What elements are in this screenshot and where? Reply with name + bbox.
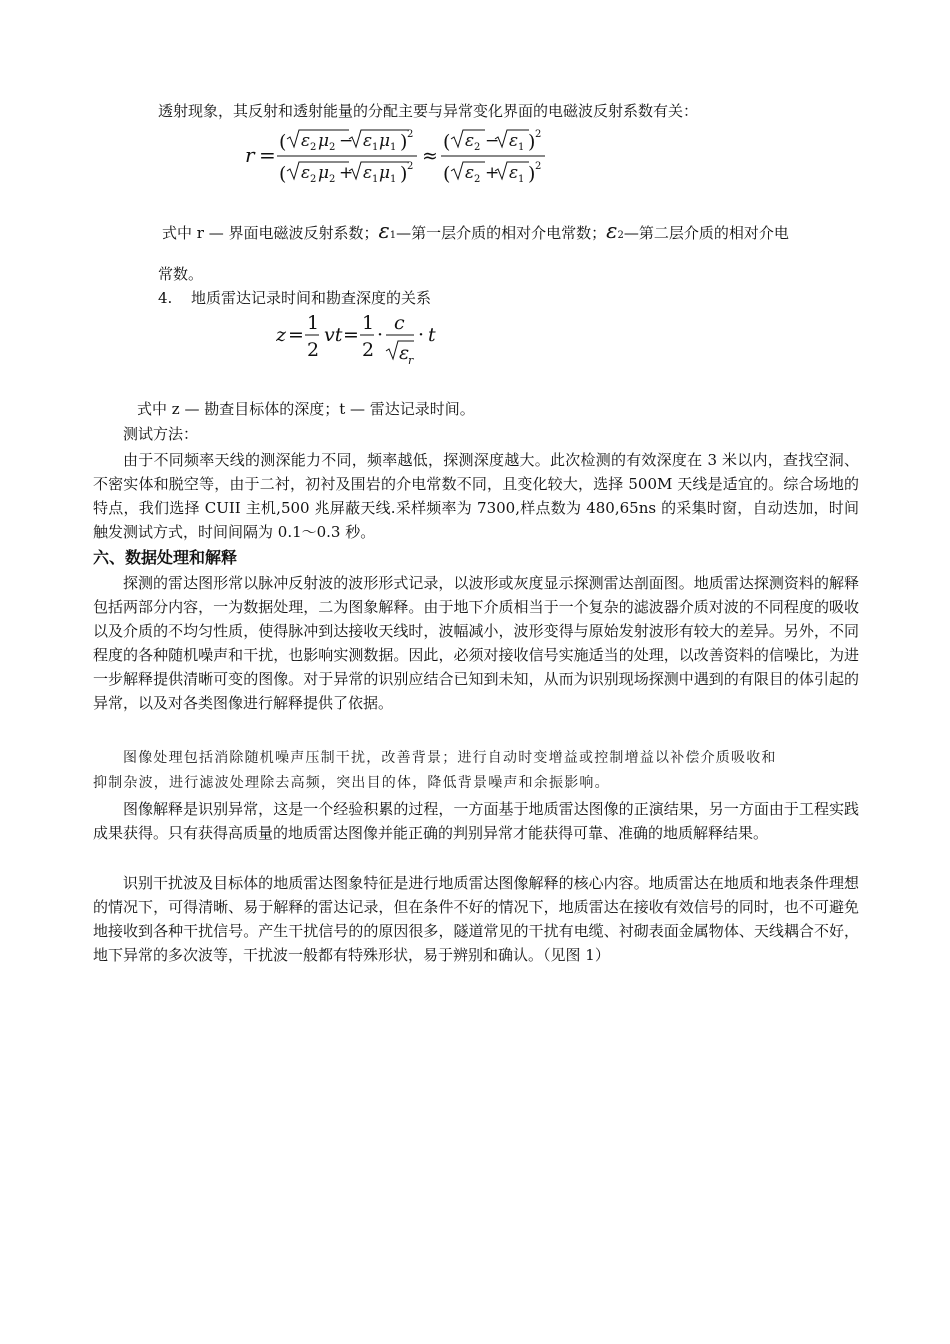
svg-text:ε: ε bbox=[363, 163, 373, 183]
svg-text:1: 1 bbox=[390, 174, 397, 185]
svg-text:(: ( bbox=[279, 131, 287, 153]
svg-text:(: ( bbox=[443, 131, 451, 153]
svg-text:ε: ε bbox=[301, 131, 311, 151]
svg-text:μ: μ bbox=[318, 163, 330, 183]
svg-text:2: 2 bbox=[310, 174, 317, 185]
svg-text:2: 2 bbox=[474, 142, 481, 153]
svg-text:2: 2 bbox=[535, 129, 542, 140]
svg-text:): ) bbox=[400, 131, 408, 153]
intro-text: 透射现象，其反射和透射能量的分配主要与异常变化界面的电磁波反射系数有关： bbox=[158, 102, 699, 120]
svg-text:1: 1 bbox=[372, 142, 379, 153]
list-item-4 bbox=[158, 286, 431, 310]
paragraph-image-interpretation: 图像解释是识别异常，这是一个经验积累的过程，一方面基于地质雷达图像的正演结果，另一方面由于工程实践成果获得。只有获得高质量的地质雷达图像并能正确的判别异常才能获得可靠、准确的地质解释结果。 bbox=[93, 800, 859, 842]
svg-text:−: − bbox=[339, 131, 354, 151]
svg-text:+: + bbox=[485, 163, 500, 183]
paragraph-image-processing-line1: 图像处理包括消除随机噪声压制干扰，改善背景；进行自动时变增益或控制增益以补偿介质吸收和 bbox=[123, 750, 777, 766]
svg-text:−: − bbox=[485, 131, 500, 151]
svg-text:2: 2 bbox=[407, 161, 414, 172]
svg-text:ε: ε bbox=[363, 131, 373, 151]
method-paragraph: 由于不同频率天线的测深能力不同，频率越低，探测深度越大。此次检测的有效深度在 3 米以内，查找空洞、不密实体和脱空等，由于二衬，初衬及围岩的介电常数不同，且变化较大，选择 500M 天线是适宜的。综合场地的特点，我们选择 CUII 主机,500 兆屏蔽天线.采样频率为 7300,样点数为 480,65ns 的采集时窗，自动迭加，时间触发测试方式，时间间隔为 0.1～0.3 秒。 bbox=[93, 451, 859, 541]
formula-r-explanation-cont: 常数。 bbox=[158, 265, 204, 283]
svg-text:2: 2 bbox=[329, 142, 336, 153]
paragraph-image-processing-line2: 抑制杂波，进行滤波处理除去高频，突出目的体，降低背景噪声和余振影响。 bbox=[93, 775, 610, 791]
list-item-number: 4. bbox=[158, 289, 173, 307]
svg-text:1: 1 bbox=[307, 312, 320, 334]
section-6-heading: 六、数据处理和解释 bbox=[93, 548, 238, 567]
svg-text:1: 1 bbox=[372, 174, 379, 185]
svg-text:c: c bbox=[394, 312, 405, 334]
svg-text:1: 1 bbox=[362, 312, 375, 334]
svg-text:μ: μ bbox=[379, 131, 391, 151]
svg-text:vt: vt bbox=[324, 324, 343, 346]
svg-text:2: 2 bbox=[474, 174, 481, 185]
reflection-coefficient-formula bbox=[245, 124, 565, 190]
method-label: 测试方法： bbox=[123, 425, 199, 443]
svg-text:ε: ε bbox=[509, 163, 519, 183]
svg-text:z: z bbox=[276, 324, 287, 346]
svg-text:2: 2 bbox=[407, 129, 414, 140]
svg-text:t: t bbox=[428, 324, 436, 346]
svg-text:ε: ε bbox=[465, 131, 475, 151]
svg-text:r: r bbox=[245, 143, 255, 167]
svg-text:2: 2 bbox=[362, 339, 375, 361]
svg-text:=: = bbox=[343, 324, 359, 346]
svg-text:ε: ε bbox=[465, 163, 475, 183]
svg-text:2: 2 bbox=[310, 142, 317, 153]
svg-text:ε: ε bbox=[301, 163, 311, 183]
svg-text:+: + bbox=[339, 163, 354, 183]
svg-text:1: 1 bbox=[518, 142, 525, 153]
svg-text:): ) bbox=[528, 163, 536, 185]
svg-text:2: 2 bbox=[535, 161, 542, 172]
formula-r-explanation: 式中 r — 界面电磁波反射系数；ε1—第一层介质的相对介电常数；ε2—第二层介质的相对介电 bbox=[162, 219, 789, 243]
svg-text:μ: μ bbox=[318, 131, 330, 151]
svg-text:2: 2 bbox=[307, 339, 320, 361]
svg-text:r: r bbox=[408, 354, 414, 367]
svg-text:μ: μ bbox=[379, 163, 391, 183]
svg-text:·: · bbox=[418, 324, 425, 346]
depth-formula bbox=[276, 311, 446, 371]
svg-text:1: 1 bbox=[390, 142, 397, 153]
svg-text:≈: ≈ bbox=[422, 145, 438, 167]
list-item-text: 地质雷达记录时间和勘查深度的关系 bbox=[191, 289, 432, 307]
svg-text:=: = bbox=[259, 143, 276, 167]
svg-text:=: = bbox=[288, 324, 304, 346]
formula-z-explanation: 式中 z — 勘查目标体的深度；t — 雷达记录时间。 bbox=[137, 400, 475, 418]
paragraph-interference: 识别干扰波及目标体的地质雷达图象特征是进行地质雷达图像解释的核心内容。地质雷达在地质和地表条件理想的情况下，可得清晰、易于解释的雷达记录，但在条件不好的情况下，地质雷达在接收有效信号的同时，也不可避免地接收到各种干扰信号。产生干扰信号的的原因很多，隧道常见的干扰有电缆、衬砌表面金属物体、天线耦合不好，地下异常的多次波等，干扰波一般都有特殊形状，易于辨别和确认。（见图 1） bbox=[93, 874, 859, 964]
svg-text:1: 1 bbox=[518, 174, 525, 185]
svg-text:ε: ε bbox=[509, 131, 519, 151]
paragraph-radar-data: 探测的雷达图形常以脉冲反射波的波形形式记录，以波形或灰度显示探测雷达剖面图。地质雷达探测资料的解释包括两部分内容，一为数据处理，二为图象解释。由于地下介质相当于一个复杂的滤波器介质对波的不同程度的吸收以及介质的不均匀性质，使得脉冲到达接收天线时，波幅减小，波形变得与原始发射波形有较大的差异。另外，不同程度的各种随机噪声和干扰，也影响实测数据。因此，必须对接收信号实施适当的处理，以改善资料的信噪比，为进一步解释提供清晰可变的图像。对于异常的识别应结合已知到未知，从而为识别现场探测中遇到的有限目的体引起的异常，以及对各类图像进行解释提供了依据。 bbox=[93, 574, 859, 712]
svg-text:): ) bbox=[400, 163, 408, 185]
svg-text:(: ( bbox=[443, 163, 451, 185]
svg-text:2: 2 bbox=[329, 174, 336, 185]
svg-text:·: · bbox=[377, 324, 384, 346]
svg-text:ε: ε bbox=[399, 342, 410, 364]
svg-text:(: ( bbox=[279, 163, 287, 185]
svg-text:): ) bbox=[528, 131, 536, 153]
